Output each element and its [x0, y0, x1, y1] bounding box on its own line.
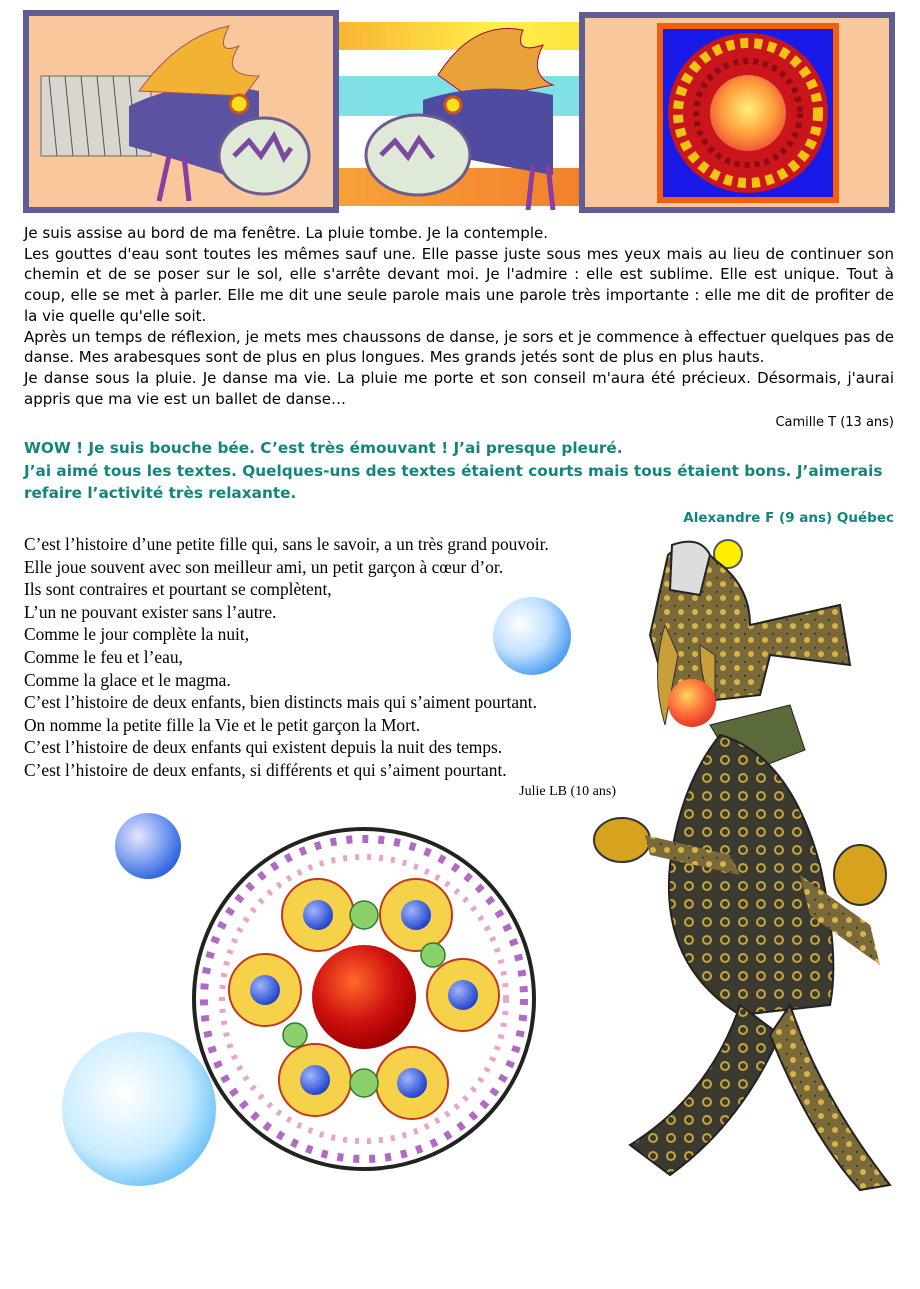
poem-line: Comme le feu et l’eau,: [24, 646, 183, 667]
bubble: [493, 597, 571, 675]
bubble: [115, 813, 181, 879]
mandala-image: [190, 825, 538, 1173]
poem-line: On nomme la petite fille la Vie et le petit garçon la Mort.: [24, 714, 421, 735]
story-signature: Camille T (13 ans): [775, 415, 894, 431]
poem-line: C’est l’histoire de deux enfants, si différents et qui s’aiment pourtant.: [24, 759, 507, 780]
poem-line: C’est l’histoire d’une petite fille qui, sans le savoir, a un très grand pouvoir.: [24, 534, 549, 554]
story-paragraph: Je danse sous la pluie. Je danse ma vie. La pluie me porte et son conseil m'aura été précieux. Désormais, j'aurai appris que ma vie est un ballet de danse…: [24, 368, 894, 408]
poem-line: Ils sont contraires et pourtant se complètent,: [24, 579, 332, 600]
poem-line: Comme la glace et le magma.: [24, 669, 231, 690]
poem-line: L’un ne pouvant exister sans l’autre.: [24, 601, 277, 622]
comment-signature: Alexandre F (9 ans) Québec: [683, 509, 894, 526]
poem-line: Comme le jour complète la nuit,: [24, 624, 250, 645]
poem-line: C’est l’histoire de deux enfants qui existent depuis la nuit des temps.: [24, 737, 503, 758]
comment-line: J’ai aimé tous les textes. Quelques-uns des textes étaient courts mais tous étaient bons. J’aimerais refaire l’activité très relaxante.: [24, 461, 883, 502]
story-paragraph: Après un temps de réflexion, je mets mes chaussons de danse, je sors et je commence à effectuer quelques pas de danse. Mes arabesques sont de plus en plus longues. Mes grands jetés sont de plus en plus hauts.: [24, 327, 894, 367]
poem-line: Elle joue souvent avec son meilleur ami, un petit garçon à cœur d’or.: [24, 556, 504, 577]
collage-figure-image: [590, 535, 900, 1195]
poem-signature: Julie LB (10 ans): [519, 783, 616, 799]
comment-line: WOW ! Je suis bouche bée. C’est très émouvant ! J’ai presque pleuré.: [24, 439, 623, 457]
poem-line: C’est l’histoire de deux enfants, bien distincts mais qui s’aiment pourtant.: [24, 692, 537, 713]
story-paragraph: Je suis assise au bord de ma fenêtre. La pluie tombe. Je la contemple.: [24, 224, 548, 242]
story-paragraph: Les gouttes d'eau sont toutes les mêmes sauf une. Elle passe juste sous mes yeux mais au lieu de continuer son chemin et de se poser sur le sol, elle s'arrête devant moi. Je l'admire : elle est sublime. Elle est unique. Tout à coup, elle se met à parler. Elle me dit une seule parole mais une parole très importante : elle me dit de profiter de la vie quelle qu'elle soit.: [24, 244, 894, 325]
